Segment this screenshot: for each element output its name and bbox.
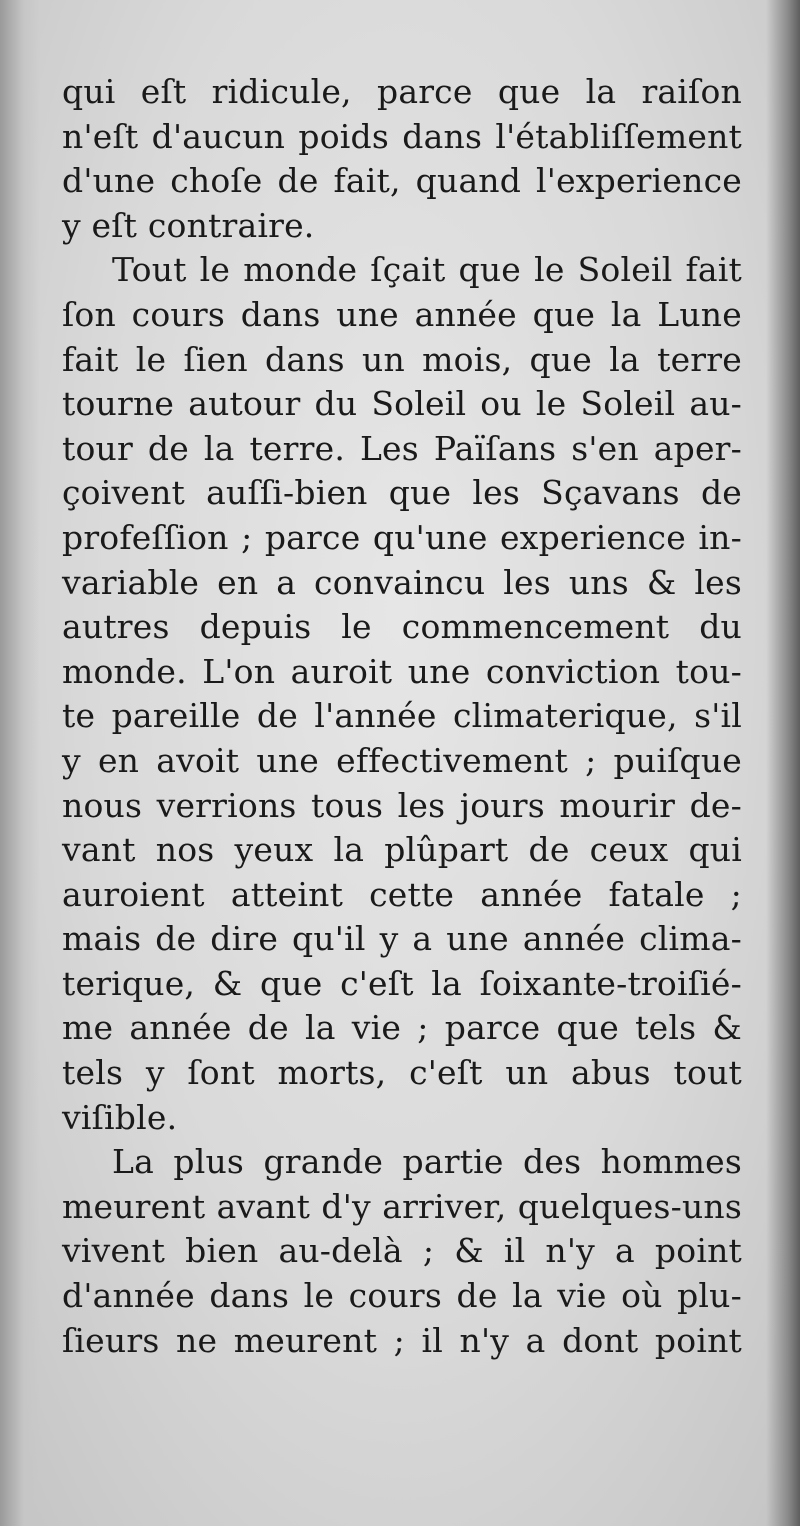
text-line: me année de la vie ; parce que tels &	[62, 1008, 742, 1048]
text-line: terique, & que c'eſt la ſoixante-troiſié-	[62, 963, 742, 1003]
text-line: vant nos yeux la plûpart de ceux qui	[62, 830, 742, 870]
text-line: profeſſion ; parce qu'une experience in-	[62, 517, 742, 557]
text-line: qui eſt ridicule, parce que la raiſon	[62, 72, 742, 111]
text-line: vivent bien au-delà ; & il n'y a point	[62, 1231, 742, 1271]
text-line: y en avoit une effectivement ; puiſque	[62, 740, 742, 780]
text-line: ſieurs ne meurent ; il n'y a dont point	[62, 1320, 742, 1360]
text-line: y eſt contraire.	[62, 205, 315, 245]
text-line: monde. L'on auroit une conviction tou-	[62, 651, 742, 691]
page-gutter-shadow	[766, 0, 800, 1526]
text-line: Tout le monde ſçait que le Soleil fait	[112, 250, 742, 290]
text-line: La plus grande partie des hommes	[112, 1142, 742, 1182]
text-line: mais de dire qu'il y a une année clima-	[62, 919, 742, 959]
page-left-edge	[0, 0, 40, 1526]
text-line: te pareille de l'année climaterique, s'il	[62, 696, 742, 736]
text-line: autres depuis le commencement du	[62, 607, 742, 647]
text-line: tourne autour du Soleil ou le Soleil au-	[62, 384, 742, 424]
text-line: d'une choſe de fait, quand l'experience	[62, 161, 742, 201]
text-line: variable en a convaincu les uns & les	[62, 562, 742, 602]
page-text-block	[62, 70, 742, 1363]
text-line: nous verrions tous les jours mourir de-	[62, 785, 742, 825]
text-line: viſible.	[62, 1097, 178, 1137]
text-line: auroient atteint cette année fatale ;	[62, 874, 742, 914]
text-line: tels y ſont morts, c'eſt un abus tout	[62, 1053, 742, 1093]
text-line: n'eſt d'aucun poids dans l'établiſſement	[62, 116, 742, 156]
text-line: ſon cours dans une année que la Lune	[62, 294, 742, 334]
text-line: meurent avant d'y arriver, quelques-uns	[62, 1186, 742, 1226]
text-line: çoivent auſſi-bien que les Sçavans de	[62, 473, 742, 513]
text-line: fait le ſien dans un mois, que la terre	[62, 339, 742, 379]
text-line: tour de la terre. Les Païſans s'en aper-	[62, 428, 742, 468]
text-line: d'année dans le cours de la vie où plu-	[62, 1276, 742, 1316]
